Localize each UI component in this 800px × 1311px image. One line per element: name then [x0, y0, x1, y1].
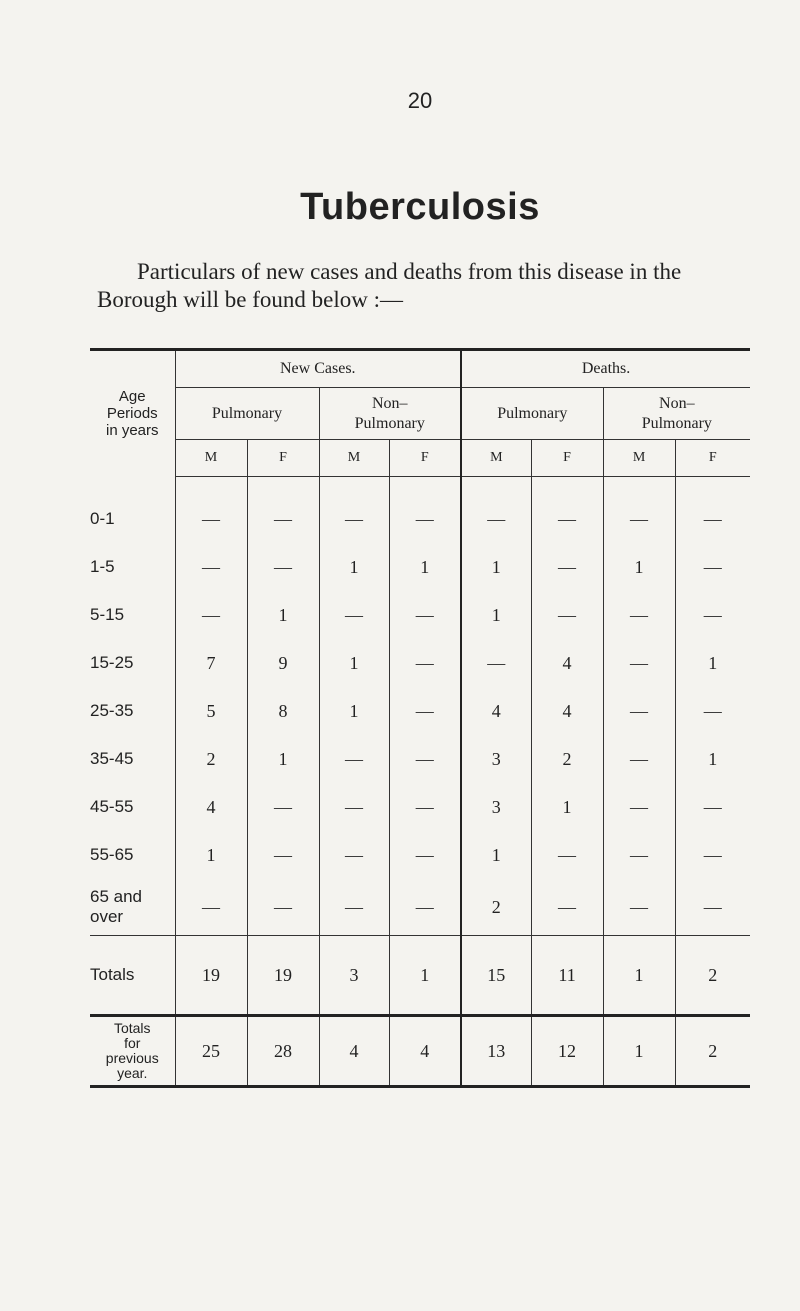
mf-header: M	[175, 440, 247, 477]
table-cell: 3	[319, 936, 389, 1016]
table-cell: 4	[175, 783, 247, 831]
table-cell: 4	[531, 639, 603, 687]
table-cell: —	[389, 735, 461, 783]
previous-year-row	[90, 1016, 750, 1087]
totals-label: Totals	[90, 936, 175, 1016]
mf-header: M	[319, 440, 389, 477]
table-cell: 13	[461, 1016, 531, 1087]
table-cell: —	[531, 591, 603, 639]
table-cell: —	[175, 495, 247, 543]
table-cell: 2	[461, 879, 531, 936]
table-cell: —	[319, 831, 389, 879]
table-cell: 7	[175, 639, 247, 687]
intro-paragraph: Particulars of new cases and deaths from this disease in the Borough will be found below :—	[97, 259, 682, 312]
table-cell: —	[531, 879, 603, 936]
mf-header: F	[675, 440, 750, 477]
table-cell: —	[319, 495, 389, 543]
mf-header: M	[461, 440, 531, 477]
table-cell: —	[603, 879, 675, 936]
table-cell: —	[603, 495, 675, 543]
table-cell: —	[461, 639, 531, 687]
table-cell: —	[319, 879, 389, 936]
age-header-line-1: Age	[118, 388, 146, 406]
age-period-cell	[90, 831, 175, 879]
table-cell: 1	[531, 783, 603, 831]
totals-row	[90, 936, 750, 1016]
age-period-cell	[90, 783, 175, 831]
new-non-pulmonary-line-2: Pulmonary	[354, 414, 425, 432]
table-cell: —	[247, 783, 319, 831]
mf-header: F	[531, 440, 603, 477]
table-cell: —	[247, 879, 319, 936]
table-cell: —	[675, 687, 750, 735]
table-cell: 1	[603, 936, 675, 1016]
mf-header: F	[389, 440, 461, 477]
table-row	[90, 783, 750, 831]
table-cell: 4	[319, 1016, 389, 1087]
age-period-cell	[90, 543, 175, 591]
prev-label-line: year.	[117, 1065, 148, 1081]
table-cell: 1	[319, 543, 389, 591]
table-cell: —	[603, 687, 675, 735]
table-cell: —	[603, 639, 675, 687]
age-period-cell	[90, 735, 175, 783]
table-cell: —	[531, 831, 603, 879]
table-cell: —	[603, 735, 675, 783]
table-cell: 1	[319, 639, 389, 687]
table-cell: 8	[247, 687, 319, 735]
table-row	[90, 639, 750, 687]
table-cell: —	[603, 591, 675, 639]
table-cell: 1	[175, 831, 247, 879]
prev-label-line: Totals	[113, 1020, 151, 1036]
age-period-cell	[90, 879, 175, 936]
age-period-cell	[90, 639, 175, 687]
table-cell: —	[319, 735, 389, 783]
table-cell: —	[319, 783, 389, 831]
deaths-pulmonary-header: Pulmonary	[461, 388, 603, 440]
table-cell: 1	[319, 687, 389, 735]
table-row	[90, 879, 750, 936]
table-row	[90, 495, 750, 543]
table-cell: 25	[175, 1016, 247, 1087]
new-pulmonary-header: Pulmonary	[175, 388, 319, 440]
mf-header: M	[603, 440, 675, 477]
table-cell: 1	[247, 591, 319, 639]
age-period-cell	[90, 495, 175, 543]
table-cell: —	[247, 543, 319, 591]
table-cell: 4	[461, 687, 531, 735]
age-period-cell	[90, 591, 175, 639]
table-cell: 5	[175, 687, 247, 735]
table-cell: 9	[247, 639, 319, 687]
new-cases-header: New Cases.	[175, 350, 461, 388]
table-cell: 15	[461, 936, 531, 1016]
table-cell: —	[603, 831, 675, 879]
table-cell: 2	[531, 735, 603, 783]
table-cell: —	[247, 831, 319, 879]
table-cell: —	[675, 879, 750, 936]
table-cell: 1	[461, 831, 531, 879]
table-cell: 2	[175, 735, 247, 783]
new-non-pulmonary-line-1: Non–	[371, 394, 408, 412]
age-period-cell	[90, 687, 175, 735]
new-non-pulmonary-header	[319, 388, 461, 440]
age-header-line-3: in years	[105, 422, 159, 440]
age-period-text: over	[90, 907, 124, 926]
table-cell: —	[319, 591, 389, 639]
table-cell: 3	[461, 783, 531, 831]
table-cell: 1	[675, 639, 750, 687]
table-cell: 19	[247, 936, 319, 1016]
table-cell: 28	[247, 1016, 319, 1087]
prev-label-line: previous	[105, 1050, 159, 1066]
age-period-text: 0-1	[90, 509, 115, 528]
table-cell: 3	[461, 735, 531, 783]
prev-label-line: for	[124, 1035, 141, 1051]
age-period-text: 65 and	[90, 887, 142, 906]
table-row	[90, 591, 750, 639]
mf-header: F	[247, 440, 319, 477]
previous-year-label	[90, 1016, 175, 1087]
table-cell: —	[389, 495, 461, 543]
deaths-non-pulmonary-line-2: Pulmonary	[641, 414, 712, 432]
table-cell: —	[389, 879, 461, 936]
table-cell: —	[389, 831, 461, 879]
age-period-text: 45-55	[90, 797, 134, 816]
age-periods-header	[90, 350, 175, 477]
table-cell: 2	[675, 1016, 750, 1087]
table-cell: 12	[531, 1016, 603, 1087]
table-cell: 19	[175, 936, 247, 1016]
table-cell: 1	[389, 543, 461, 591]
table-cell: —	[675, 543, 750, 591]
table-cell: 1	[603, 1016, 675, 1087]
table-row	[90, 831, 750, 879]
table-cell: 2	[675, 936, 750, 1016]
table-cell: —	[675, 591, 750, 639]
table-cell: 1	[389, 936, 461, 1016]
table-cell: —	[389, 591, 461, 639]
table-cell: —	[675, 783, 750, 831]
table-cell: —	[175, 591, 247, 639]
page-number: 20	[407, 88, 433, 113]
deaths-header: Deaths.	[461, 350, 750, 388]
table-cell: —	[389, 639, 461, 687]
table-cell: 1	[247, 735, 319, 783]
table-cell: —	[247, 495, 319, 543]
deaths-non-pulmonary-header	[603, 388, 750, 440]
age-period-text: 55-65	[90, 845, 134, 864]
table-cell: —	[389, 783, 461, 831]
table-row	[90, 735, 750, 783]
table-cell: —	[175, 879, 247, 936]
table-cell: 11	[531, 936, 603, 1016]
table-cell: 1	[461, 591, 531, 639]
table-cell: —	[531, 543, 603, 591]
table-cell: —	[175, 543, 247, 591]
table-cell: 1	[675, 735, 750, 783]
age-period-text: 1-5	[90, 557, 115, 576]
table-cell: —	[461, 495, 531, 543]
table-cell: —	[603, 783, 675, 831]
table-row	[90, 687, 750, 735]
age-period-text: 35-45	[90, 749, 134, 768]
age-period-text: 25-35	[90, 701, 134, 720]
deaths-non-pulmonary-line-1: Non–	[659, 394, 695, 412]
tuberculosis-table	[90, 348, 750, 1088]
table-cell: 4	[531, 687, 603, 735]
age-period-text: 15-25	[90, 653, 134, 672]
page-title: Tuberculosis	[300, 186, 540, 228]
age-header-line-2: Periods	[106, 405, 158, 423]
table-cell: 1	[603, 543, 675, 591]
table-row	[90, 543, 750, 591]
age-period-text: 5-15	[90, 605, 125, 624]
table-cell: 1	[461, 543, 531, 591]
table-cell: —	[675, 831, 750, 879]
table-cell: —	[389, 687, 461, 735]
table-cell: —	[531, 495, 603, 543]
table-cell: —	[675, 495, 750, 543]
table-cell: 4	[389, 1016, 461, 1087]
